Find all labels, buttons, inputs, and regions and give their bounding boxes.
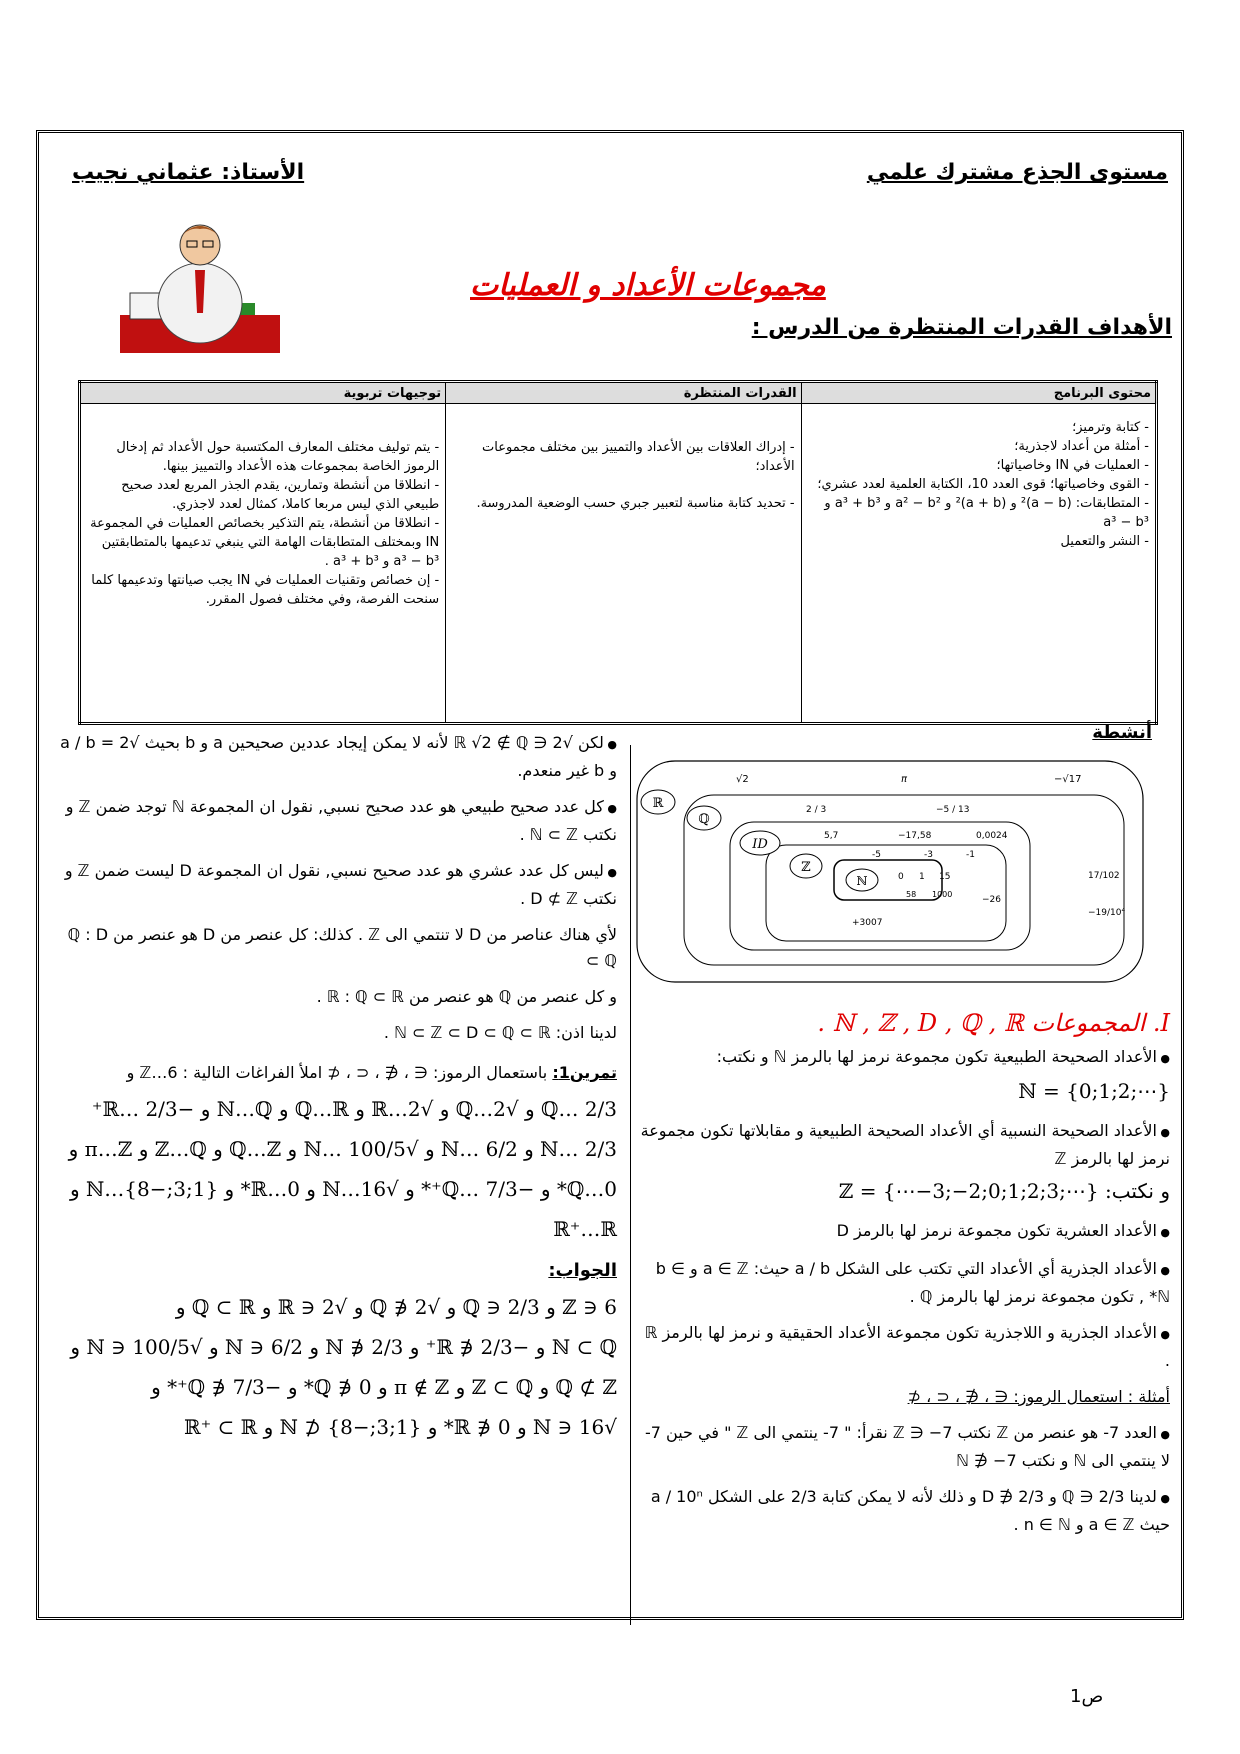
table-line: - انطلاقا من أنشطة، يتم التذكير بخصائص العمليات في المجموعة IN وبمختلف المتطابقات الهامة التي ينبغي تدعيمها بالمتطابقتين a³ − b³ و a³ + b³ . (90, 516, 440, 569)
right-paragraph: ● الأعداد الجذرية و اللاجذرية تكون مجموعة الأعداد الحقيقية و نرمز لها بالرمز ℝ . (640, 1320, 1170, 1374)
answer-line: √16 ∈ ℕ و 0 ∉ ℝ* و {1;3;−8} ⊄ ℕ و ℝ⁺ ⊂ ℝ (184, 1415, 617, 1439)
z-item: +3007 (852, 918, 883, 928)
table-line: - العمليات في IN وخاصياتها؛ (996, 458, 1149, 473)
set-n-label: ℕ (856, 874, 868, 888)
z-item: -5 (872, 850, 881, 860)
examples-title: أمثلة : استعمال الرموز: ∈ ، ∉ ، ⊂ ، ⊄ (907, 1387, 1170, 1406)
q-item: 2 / 3 (806, 805, 827, 815)
table-line: - النشر والتعميل (1060, 534, 1149, 549)
table-cell-guidance (80, 404, 446, 724)
q-item: −19/10⁴ (1088, 908, 1126, 918)
right-paragraph: ● الأعداد الصحيحة الطبيعية تكون مجموعة نرمز لها بالرمز ℕ و نكتب: (640, 1044, 1170, 1072)
right-paragraph: ● الأعداد الصحيحة النسبية أي الأعداد الصحيحة الطبيعية و مقابلاتها تكون مجموعة نرمز لها بالرمز ℤ (640, 1118, 1170, 1172)
n-item: 58 (906, 890, 917, 899)
right-math: و نكتب: ℤ = {⋯−3;−2;0;1;2;3;⋯} (838, 1179, 1170, 1203)
answer-title-line (52, 1258, 617, 1284)
table-header-abilities: القدرات المنتظرة (446, 382, 801, 404)
level-heading: مستوى الجذع مشترك علمي (866, 160, 1168, 185)
table-header-guidance: توجيهات تربوية (80, 382, 446, 404)
d-item: 5,7 (824, 831, 839, 841)
set-r-region (637, 761, 1143, 982)
left-paragraph: ● ليس كل عدد عشري هو عدد صحيح نسبي, نقول ان المجموعة D ليست ضمن ℤ و نكتب D ⊄ ℤ . (52, 858, 617, 912)
table-line: - إن خصائص وتقنيات العمليات في IN يجب صيانتها وتدعيمها كلما سنحت الفرصة، وفي مختلف فصول المقرر. (91, 573, 440, 607)
answer-line: ℚ ⊄ ℤ و ℤ ⊂ ℚ و π ∉ ℤ و 0 ∉ ℚ* و −7/3 ∉ ℚ⁺* و (151, 1375, 617, 1399)
answer-title: الجواب: (548, 1260, 617, 1281)
lesson-title: مجموعات الأعداد و العمليات (470, 268, 826, 303)
z-item: -1 (966, 850, 975, 860)
right-math: ℕ = {0;1;2;⋯} (1018, 1079, 1170, 1103)
right-paragraph: ● لدينا 2/3 ∈ ℚ و 2/3 ∉ D و ذلك لأنه لا يمكن كتابة 2/3 على الشكل a / 10ⁿ حيث a ∈ ℤ و n ∈ ℕ . (640, 1484, 1170, 1538)
n-item: 1 (919, 872, 925, 882)
exercise-statement (52, 1060, 617, 1086)
program-table (78, 380, 1158, 725)
right-paragraph: ● الأعداد العشرية تكون مجموعة نرمز لها بالرمز D (640, 1218, 1170, 1246)
set-d-label: ID (752, 837, 768, 852)
r-item: −√17 (1054, 774, 1082, 785)
left-paragraph: و كل عنصر من ℚ هو عنصر من ℝ : ℚ ⊂ ℝ . (316, 987, 617, 1006)
table-cell-content (801, 404, 1156, 724)
set-q-label: ℚ (698, 812, 710, 827)
table-line: - انطلاقا من أنشطة وتمارين، يقدم الجذر المربع لعدد صحيح طبيعي الذي ليس مربعا كاملا، كمثال لعدد لاجذري. (121, 478, 440, 512)
left-paragraph: ● لكن √2 ∈ ℝ √2 ∉ ℚ لأنه لا يمكن إيجاد عددين صحيحين a و b بحيث √2 = a / b و b غير منعدم. (52, 730, 617, 784)
table-line: - إدراك العلاقات بين الأعداد والتمييز بين مختلف مجموعات الأعداد؛ (482, 440, 795, 474)
table-line: - القوى وخاصياتها؛ قوى العدد 10، الكتابة العلمية لعدد عشري؛ (817, 477, 1149, 492)
section-title: I. المجموعات ℕ , ℤ , D , ℚ , ℝ . (817, 1009, 1170, 1037)
objectives-heading: الأهداف القدرات المنتظرة من الدرس : (751, 315, 1172, 340)
exercise-line: 2/3 …ℕ و 6/2 …ℕ و √100/5 …ℕ و ℚ…ℤ و ℤ…ℚ و π…ℤ و (68, 1137, 617, 1161)
answer-line: ℕ ⊂ ℚ و −2/3 ∉ ℝ⁺ و 2/3 ∉ ℕ و 6/2 ∈ ℕ و √100/5 ∈ ℕ و (70, 1335, 617, 1359)
activities-label: أنشطة (1092, 722, 1152, 743)
table-header-content: محتوى البرنامج (801, 382, 1156, 404)
right-paragraph: ● العدد 7- هو عنصر من ℤ نكتب 7− ∈ ℤ نقرأ: " 7- ينتمي الى ℤ " في حين 7- لا ينتمي الى ℕ و نكتب 7− ∉ ℕ (640, 1420, 1170, 1474)
r-item: π (901, 774, 908, 785)
left-paragraph: ● كل عدد صحيح طبيعي هو عدد صحيح نسبي, نقول ان المجموعة ℕ توجد ضمن ℤ و نكتب ℕ ⊂ ℤ . (52, 794, 617, 848)
n-item: 1000 (932, 890, 953, 899)
table-line: - كتابة وترميز؛ (1072, 420, 1149, 435)
d-item: −17,58 (898, 831, 932, 841)
table-line: - يتم توليف مختلف المعارف المكتسبة حول الأعداد ثم إدخال الرموز الخاصة بمجموعات هذه الأعداد والتمييز بينها. (116, 440, 440, 474)
set-r-label: ℝ (652, 796, 664, 811)
exercise-line: 2/3 …ℚ و √2…ℚ و √2…ℝ و ℚ…ℝ و ℕ…ℚ و −2/3 …ℝ⁺ (91, 1097, 617, 1121)
q-item: −5 / 13 (936, 805, 970, 815)
teacher-illustration (115, 215, 285, 365)
exercise-line: ℝ⁺…ℝ (553, 1217, 617, 1241)
z-item: -3 (924, 850, 933, 860)
exercise-title: تمرين1: (552, 1063, 617, 1082)
table-line: - تحديد كتابة مناسبة لتعبير جبري حسب الوضعية المدروسة. (476, 496, 795, 511)
n-item: 15 (939, 872, 951, 882)
d-item: 0,0024 (976, 831, 1008, 841)
right-column (640, 1010, 1170, 1548)
table-cell-abilities (446, 404, 801, 724)
exercise-text: باستعمال الرموز: ∈ ، ∉ ، ⊂ ، ⊄ املأ الفراغات التالية : 6…ℤ و (126, 1063, 548, 1082)
answer-line: 6 ∈ ℤ و 2/3 ∈ ℚ و √2 ∉ ℚ و √2 ∈ ℝ و ℚ ⊂ ℝ و (175, 1295, 617, 1319)
exercise-line: 0…ℚ* و −7/3 …ℚ⁺* و √16…ℕ و 0…ℝ* و {1;3;−8}…ℕ و (69, 1177, 617, 1201)
teacher-heading: الأستاذ: عثماني نجيب (72, 160, 305, 185)
r-item: √2 (736, 774, 749, 785)
right-paragraph: ● الأعداد الجذرية أي الأعداد التي تكتب على الشكل a / b حيث: a ∈ ℤ و b ∈ ℕ* , تكون مجموعة نرمز لها بالرمز ℚ . (640, 1256, 1170, 1310)
set-q-region (684, 795, 1124, 965)
n-item: 0 (898, 872, 904, 882)
page-number: ص1 (1070, 1686, 1104, 1707)
left-paragraph: لأي هناك عناصر من D لا تنتمي الى ℤ . كذلك: كل عنصر من D هو عنصر من ℚ : D ⊂ ℚ (67, 925, 617, 970)
q-item: 17/102 (1088, 871, 1120, 881)
table-line: - المتطابقات: (a − b)² و (a + b)² و a² − b² و a³ + b³ و a³ − b³ (824, 496, 1149, 530)
set-z-label: ℤ (801, 860, 811, 875)
left-column (52, 730, 617, 1454)
sets-diagram (636, 760, 1146, 985)
d-item: −26 (982, 895, 1001, 905)
left-paragraph: لدينا اذن: ℕ ⊂ ℤ ⊂ D ⊂ ℚ ⊂ ℝ . (383, 1023, 617, 1042)
column-divider (630, 745, 631, 1625)
table-line: - أمثلة من أعداد لاجذرية؛ (1014, 439, 1149, 454)
